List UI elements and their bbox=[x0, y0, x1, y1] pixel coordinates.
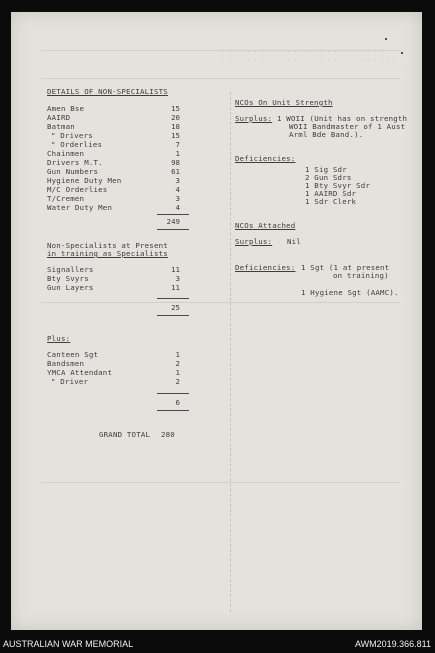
list-item-label: Drivers M.T. bbox=[47, 158, 103, 167]
fold-line bbox=[230, 92, 231, 612]
total-rule bbox=[157, 298, 189, 299]
list-item-value: 4 bbox=[175, 203, 180, 212]
plus-heading: Plus: bbox=[47, 334, 71, 343]
ruled-line bbox=[41, 302, 401, 303]
list-item-label: M/C Orderlies bbox=[47, 185, 108, 194]
list-item-value: 1 bbox=[175, 368, 180, 377]
list-item-label: Batman bbox=[47, 122, 75, 131]
ink-spot bbox=[401, 52, 403, 54]
attached-surplus-label: Surplus: bbox=[235, 237, 273, 246]
list-item-value: 15 bbox=[171, 131, 180, 140]
list-item: 1 Bty Svyr Sdr bbox=[305, 181, 371, 190]
list-item-label: Canteen Sgt bbox=[47, 350, 99, 359]
details-total: 249 bbox=[166, 217, 180, 226]
list-item-value: 98 bbox=[171, 158, 180, 167]
attached-deficiency-text: 1 Hygiene Sgt (AAMC). bbox=[301, 288, 399, 297]
bleed-through-text: - - - - - - - - - - - - - - - - - - - - - - - - - - - - bbox=[221, 58, 404, 64]
attached-deficiency-text: on training) bbox=[333, 271, 389, 280]
surplus-text: 1 WOII (Unit has on strength bbox=[277, 114, 408, 123]
plus-total: 6 bbox=[175, 398, 180, 407]
ruled-line bbox=[41, 78, 401, 79]
list-item-value: 4 bbox=[175, 185, 180, 194]
attached-deficiencies-label: Deficiencies: bbox=[235, 263, 296, 272]
list-item-label: Hygiene Duty Men bbox=[47, 176, 122, 185]
training-subheading: in training as Specialists bbox=[47, 249, 168, 258]
list-item-label: Bandsmen bbox=[47, 359, 85, 368]
list-item-label: Water Duty Men bbox=[47, 203, 113, 212]
total-rule bbox=[157, 393, 189, 394]
surplus-text: WOII Bandmaster of 1 Aust bbox=[289, 122, 406, 131]
training-heading: Non-Specialists at Present bbox=[47, 241, 168, 250]
total-rule bbox=[157, 214, 189, 215]
deficiencies-label: Deficiencies: bbox=[235, 154, 296, 163]
attached-deficiency-text: 1 Sgt (1 at present bbox=[301, 263, 390, 272]
list-item: 2 Gun Sdrs bbox=[305, 173, 352, 182]
total-rule bbox=[157, 410, 189, 411]
list-item-value: 2 bbox=[175, 359, 180, 368]
footer-institution: AUSTRALIAN WAR MEMORIAL bbox=[3, 639, 134, 649]
surplus-label: Surplus: bbox=[235, 114, 273, 123]
list-item-label: T/Cremen bbox=[47, 194, 85, 203]
footer-accession-number: AWM2019.366.811 bbox=[354, 639, 431, 649]
list-item-label: Gun Layers bbox=[47, 283, 94, 292]
list-item-value: 15 bbox=[171, 104, 180, 113]
ruled-line bbox=[41, 482, 401, 483]
list-item-value: 11 bbox=[171, 283, 180, 292]
surplus-text: Arml Bde Band.). bbox=[289, 130, 364, 139]
document-page bbox=[11, 12, 422, 630]
list-item-value: 1 bbox=[175, 149, 180, 158]
list-item-value: 3 bbox=[175, 194, 180, 203]
attached-heading: NCOs Attached bbox=[235, 221, 296, 230]
list-item-value: 20 bbox=[171, 113, 180, 122]
list-item-label: " Driver bbox=[51, 377, 89, 386]
list-item-label: " Orderlies bbox=[51, 140, 103, 149]
list-item-label: Signallers bbox=[47, 265, 94, 274]
list-item-label: YMCA Attendant bbox=[47, 368, 113, 377]
list-item-label: Bty Svyrs bbox=[47, 274, 89, 283]
ink-spot bbox=[385, 38, 387, 40]
list-item-value: 18 bbox=[171, 122, 180, 131]
list-item-value: 1 bbox=[175, 350, 180, 359]
training-total: 25 bbox=[171, 303, 180, 312]
list-item-label: Gun Numbers bbox=[47, 167, 99, 176]
total-rule bbox=[157, 229, 189, 230]
list-item: 1 Sig Sdr bbox=[305, 165, 347, 174]
list-item-label: Amen Bse bbox=[47, 104, 85, 113]
details-heading: DETAILS OF NON-SPECIALISTS bbox=[47, 87, 168, 96]
list-item-value: 61 bbox=[171, 167, 180, 176]
bleed-through-text: - - - - - - - - - - - - - - - - - - - - - - - - - bbox=[221, 49, 384, 55]
list-item-value: 11 bbox=[171, 265, 180, 274]
grand-total-label: GRAND TOTAL bbox=[99, 430, 151, 439]
archive-footer bbox=[0, 637, 435, 653]
list-item: 1 Sdr Clerk bbox=[305, 197, 357, 206]
grand-total-value: 280 bbox=[161, 430, 175, 439]
list-item-value: 7 bbox=[175, 140, 180, 149]
attached-surplus-value: Nil bbox=[287, 237, 301, 246]
list-item-label: " Drivers bbox=[51, 131, 93, 140]
list-item: 1 AAIRD Sdr bbox=[305, 189, 357, 198]
list-item-value: 3 bbox=[175, 274, 180, 283]
list-item-label: AAIRD bbox=[47, 113, 71, 122]
total-rule bbox=[157, 315, 189, 316]
list-item-label: Chainmen bbox=[47, 149, 85, 158]
list-item-value: 3 bbox=[175, 176, 180, 185]
ncos-heading: NCOs On Unit Strength bbox=[235, 98, 333, 107]
list-item-value: 2 bbox=[175, 377, 180, 386]
